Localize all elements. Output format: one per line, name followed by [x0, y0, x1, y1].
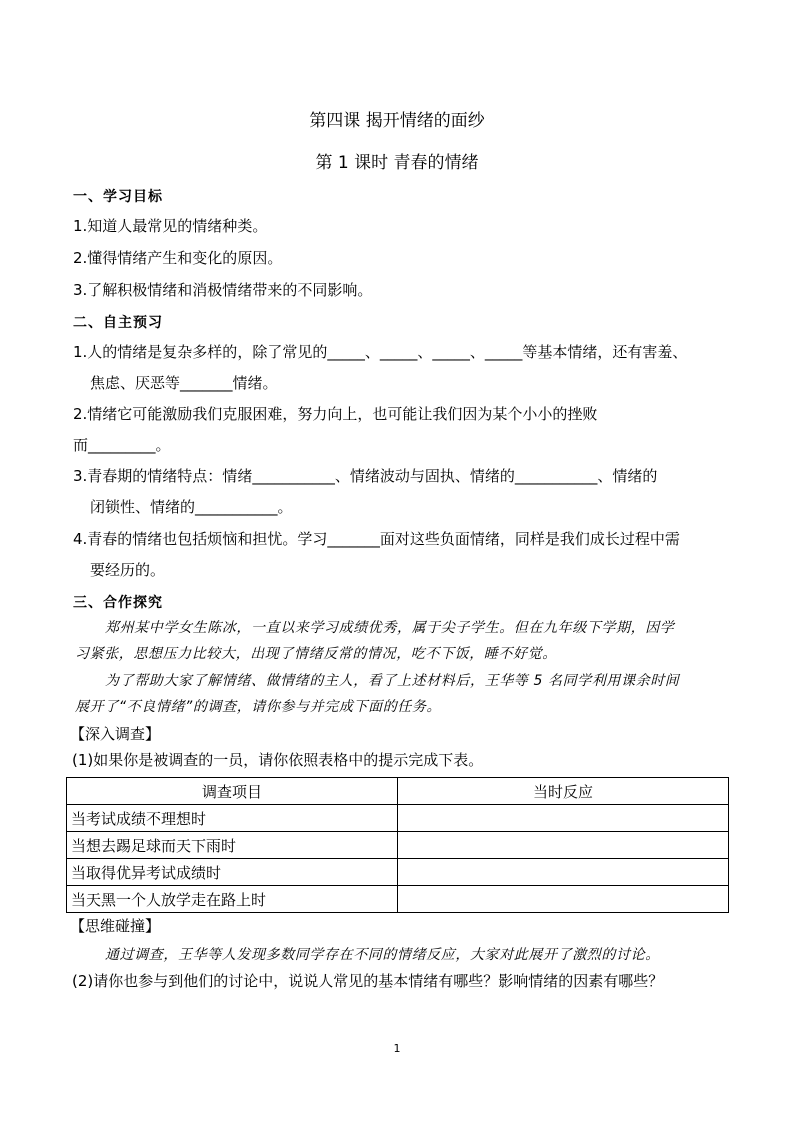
subheading-survey: 【深入调查】: [70, 725, 161, 743]
goal-item: 2.懂得情绪产生和变化的原因。: [73, 249, 283, 267]
table-cell-item: 当取得优异考试成绩时: [67, 859, 398, 886]
table-cell-item: 当考试成绩不理想时: [67, 805, 398, 832]
table-cell-item: 当想去踢足球而天下雨时: [67, 832, 398, 859]
table-row: [67, 832, 729, 859]
goal-item: 3.了解积极情绪和消极情绪带来的不同影响。: [73, 281, 373, 299]
page-title: 第四课 揭开情绪的面纱: [309, 111, 485, 131]
case-paragraph-line: 展开了“不良情绪”的调查，请你参与并完成下面的任务。: [75, 699, 442, 715]
page-subtitle: 第 1 课时 青春的情绪: [315, 153, 479, 173]
preview-line: 2.情绪它可能激励我们克服困难，努力向上，也可能让我们因为某个小小的挫败: [73, 405, 598, 423]
table-row: [67, 859, 729, 886]
table-header-cell: 调查项目: [67, 778, 398, 805]
case-paragraph-line: 习紧张，思想压力比较大，出现了情绪反常的情况，吃不下饭，睡不好觉。: [75, 646, 557, 662]
subheading-discussion: 【思维碰撞】: [70, 917, 161, 935]
table-cell-item: 当天黑一个人放学走在路上时: [67, 886, 398, 913]
discussion-paragraph: 通过调查，王华等人发现多数同学存在不同的情绪反应，大家对此展开了激烈的讨论。: [105, 947, 660, 963]
table-cell-answer[interactable]: [398, 859, 729, 886]
section-heading-explore: 三、合作探究: [73, 595, 163, 611]
preview-line: 1.人的情绪是复杂多样的，除了常见的_____、_____、_____、_____等基本情绪，还有害羞、: [73, 343, 688, 361]
table-header-row: [67, 778, 729, 805]
preview-line: 焦虑、厌恶等_______情绪。: [90, 374, 278, 392]
goal-item: 1.知道人最常见的情绪种类。: [73, 217, 268, 235]
question-2: (2)请你也参与到他们的讨论中，说说人常见的基本情绪有哪些？影响情绪的因素有哪些？: [72, 972, 664, 990]
survey-table: [66, 777, 729, 913]
preview-line: 4.青春的情绪也包括烦恼和担忧。学习_______面对这些负面情绪，同样是我们成长过程中需: [73, 530, 680, 548]
section-heading-preview: 二、自主预习: [73, 315, 163, 331]
page-number: 1: [393, 1042, 401, 1055]
table-header-cell: 当时反应: [398, 778, 729, 805]
table-cell-answer[interactable]: [398, 805, 729, 832]
preview-line: 闭锁性、情绪的___________。: [90, 498, 293, 516]
table-row: [67, 805, 729, 832]
table-cell-answer[interactable]: [398, 886, 729, 913]
case-paragraph-line: 为了帮助大家了解情绪、做情绪的主人，看了上述材料后，王华等 5 名同学利用课余时间: [105, 673, 680, 689]
preview-line: 要经历的。: [90, 561, 166, 579]
case-paragraph-line: 郑州某中学女生陈冰，一直以来学习成绩优秀，属于尖子学生。但在九年级下学期，因学: [105, 620, 675, 636]
section-heading-goals: 一、学习目标: [73, 189, 163, 205]
table-cell-answer[interactable]: [398, 832, 729, 859]
table-row: [67, 886, 729, 913]
preview-line: 而_________。: [73, 436, 171, 454]
preview-line: 3.青春期的情绪特点：情绪___________、情绪波动与固执、情绪的___________、情绪的: [73, 467, 658, 485]
question-1: (1)如果你是被调查的一员，请你依照表格中的提示完成下表。: [72, 751, 484, 769]
